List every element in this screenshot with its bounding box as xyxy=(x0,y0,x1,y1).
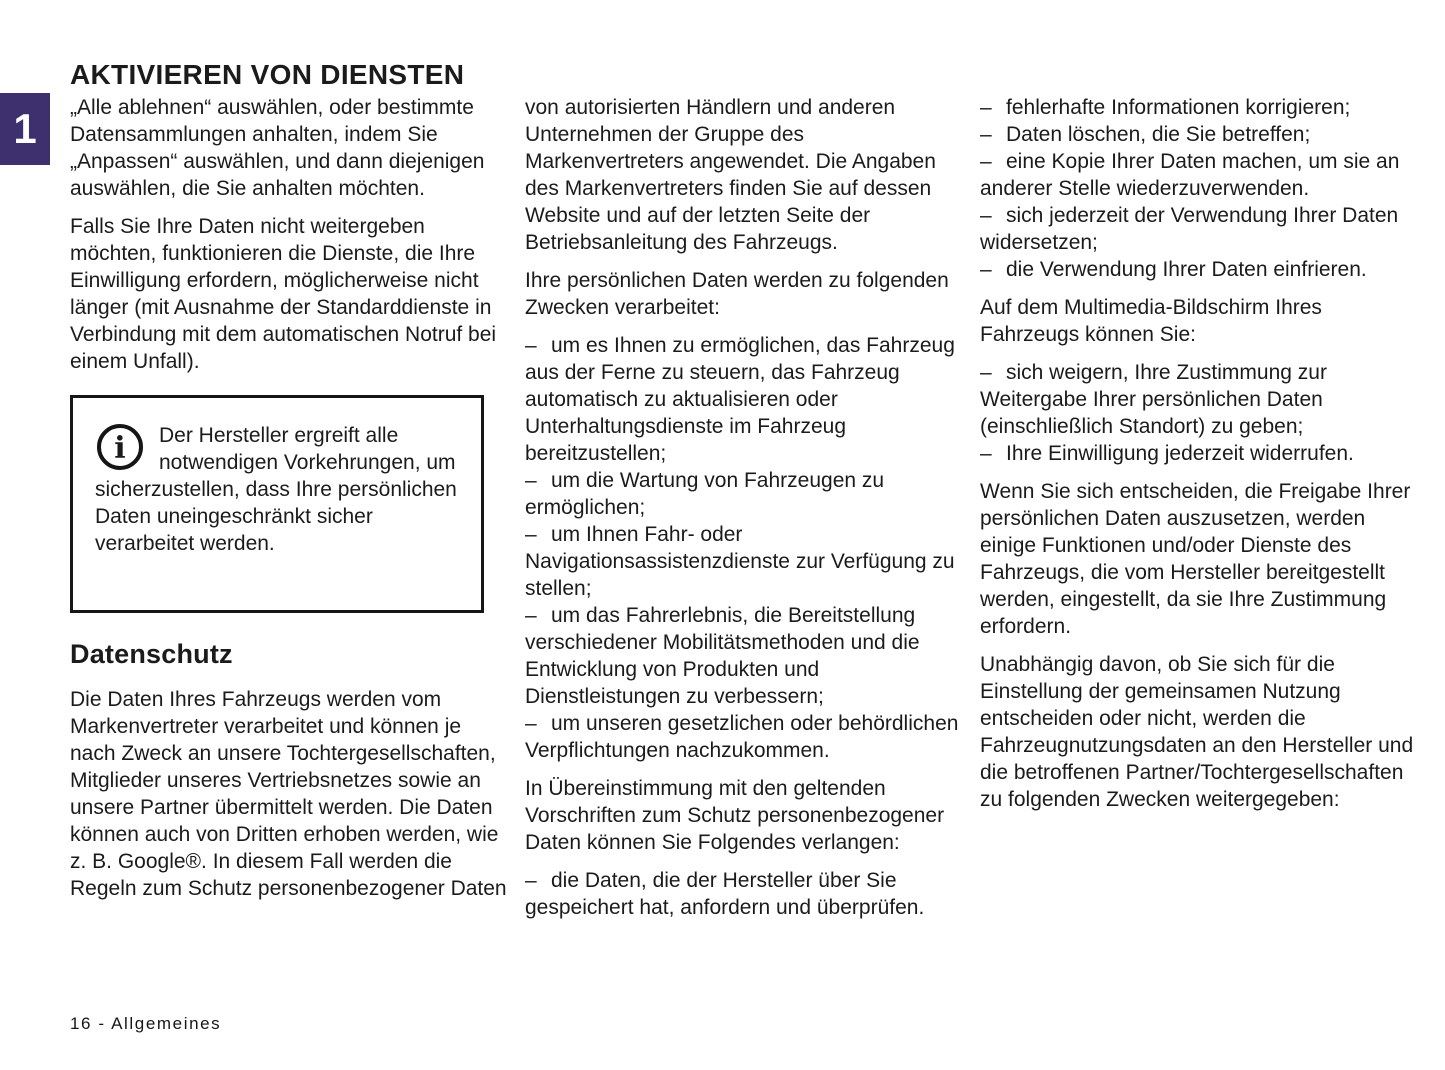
bullet-dash: – xyxy=(980,150,992,173)
bullet-item xyxy=(525,467,965,521)
paragraph: Unabhängig davon, ob Sie sich für die Einstellung der gemeinsamen Nutzung entscheiden oder nicht, werden die Fahrzeugnutzungsdaten an den Hersteller und die betroffenen Partner/Tochtergesellschaften zu folgenden Zwecken weitergegeben: xyxy=(980,653,1414,811)
bullet-dash: – xyxy=(525,712,537,735)
bullet-text: um unseren gesetzlichen oder behördlichen Verpflichtungen nachzukommen. xyxy=(525,712,959,762)
bullet-text: um Ihnen Fahr- oder Navigationsassistenzdienste zur Verfügung zu stellen; xyxy=(525,523,955,600)
paragraph: Falls Sie Ihre Daten nicht weitergeben möchten, funktionieren die Dienste, die Ihre Einwilligung erfordern, möglicherweise nicht länger (mit Ausnahme der Standarddienste in Verbindung mit dem automatischen Notruf bei einem Unfall). xyxy=(70,215,497,373)
chapter-tab xyxy=(0,93,50,165)
bullet-dash: – xyxy=(525,869,537,892)
bullet-item xyxy=(980,121,1420,148)
paragraph: In Übereinstimmung mit den geltenden Vorschriften zum Schutz personenbezogener Daten können Sie Folgendes verlangen: xyxy=(525,777,945,854)
bullet-item xyxy=(980,359,1420,440)
page-footer: 16 - Allgemeines xyxy=(70,1014,222,1033)
bullet-text: Daten löschen, die Sie betreffen; xyxy=(1006,123,1311,146)
bullet-text: fehlerhafte Informationen korrigieren; xyxy=(1006,96,1351,119)
chapter-number: 1 xyxy=(13,105,37,152)
bullet-item xyxy=(525,521,965,602)
bullet-dash: – xyxy=(525,604,537,627)
bullet-dash: – xyxy=(525,523,537,546)
bullet-item xyxy=(980,202,1420,256)
bullet-item xyxy=(525,332,965,467)
page-title: AKTIVIEREN VON DIENSTEN xyxy=(70,58,465,90)
info-box xyxy=(70,395,484,613)
paragraph: Auf dem Multimedia-Bildschirm Ihres Fahrzeugs können Sie: xyxy=(980,296,1322,346)
bullet-list xyxy=(980,94,1420,283)
bullet-text: um das Fahrerlebnis, die Bereitstellung verschiedener Mobilitätsmethoden und die Entwicklung von Produkten und Dienstleistungen zu verbessern; xyxy=(525,604,920,708)
bullet-list xyxy=(525,332,965,764)
bullet-dash: – xyxy=(980,96,992,119)
bullet-list xyxy=(525,867,965,921)
bullet-item xyxy=(525,867,965,921)
info-icon-glyph: i xyxy=(114,431,126,466)
bullet-text: die Verwendung Ihrer Daten einfrieren. xyxy=(1006,258,1367,281)
bullet-item xyxy=(980,148,1420,202)
column-3 xyxy=(980,94,1420,932)
bullet-item xyxy=(525,602,965,710)
paragraph: Wenn Sie sich entscheiden, die Freigabe Ihrer persönlichen Daten auszusetzen, werden einige Funktionen und/oder Dienste des Fahrzeugs, die vom Hersteller bereitgestellt werden, eingestellt, da sie Ihre Zustimmung erfordern. xyxy=(980,480,1411,638)
bullet-text: um die Wartung von Fahrzeugen zu ermöglichen; xyxy=(525,469,885,519)
column-1 xyxy=(70,94,510,932)
bullet-item xyxy=(980,256,1420,283)
bullet-text: die Daten, die der Hersteller über Sie gespeichert hat, anfordern und überprüfen. xyxy=(525,869,925,919)
bullet-dash: – xyxy=(980,442,992,465)
text-columns xyxy=(70,94,1420,932)
section-heading-datenschutz: Datenschutz xyxy=(70,639,233,669)
bullet-dash: – xyxy=(525,334,537,357)
bullet-dash: – xyxy=(980,361,992,384)
bullet-list xyxy=(980,359,1420,467)
bullet-text: eine Kopie Ihrer Daten machen, um sie an anderer Stelle wiederzuverwenden. xyxy=(980,150,1400,200)
paragraph: von autorisierten Händlern und anderen Unternehmen der Gruppe des Markenvertreters angewendet. Die Angaben des Markenvertreters finden Sie auf dessen Website und auf der letzten Seite der Betriebsanleitung des Fahrzeugs. xyxy=(525,96,936,254)
bullet-dash: – xyxy=(525,469,537,492)
paragraph: Die Daten Ihres Fahrzeugs werden vom Markenvertreter verarbeitet und können je nach Zweck an unsere Tochtergesellschaften, Mitglieder unseres Vertriebsnetzes sowie an unsere Partner übermittelt werden. Die Daten können auch von Dritten erhoben werden, wie z. B. Google®. In diesem Fall werden die Regeln zum Schutz personenbezogener Daten xyxy=(70,688,507,900)
paragraph: Ihre persönlichen Daten werden zu folgenden Zwecken verarbeitet: xyxy=(525,269,949,319)
info-icon xyxy=(97,424,143,470)
bullet-item xyxy=(980,440,1420,467)
bullet-dash: – xyxy=(980,258,992,281)
column-2 xyxy=(525,94,965,932)
bullet-dash: – xyxy=(980,204,992,227)
paragraph: „Alle ablehnen“ auswählen, oder bestimmte Datensammlungen anhalten, indem Sie „Anpassen“ auswählen, und dann diejenigen auswählen, die Sie anhalten möchten. xyxy=(70,96,485,200)
bullet-item xyxy=(980,94,1420,121)
bullet-text: Ihre Einwilligung jederzeit widerrufen. xyxy=(1006,442,1354,465)
bullet-text: sich jederzeit der Verwendung Ihrer Daten widersetzen; xyxy=(980,204,1399,254)
info-box-text: Der Hersteller ergreift alle notwendigen Vorkehrungen, um sicherzustellen, dass Ihre persönlichen Daten uneingeschränkt sicher verarbeitet werden. xyxy=(95,424,457,555)
bullet-text: um es Ihnen zu ermöglichen, das Fahrzeug aus der Ferne zu steuern, das Fahrzeug automatisch zu aktualisieren oder Unterhaltungsdienste im Fahrzeug bereitzustellen; xyxy=(525,334,955,465)
bullet-dash: – xyxy=(980,123,992,146)
bullet-text: sich weigern, Ihre Zustimmung zur Weitergabe Ihrer persönlichen Daten (einschließlich Standort) zu geben; xyxy=(980,361,1327,438)
bullet-item xyxy=(525,710,965,764)
